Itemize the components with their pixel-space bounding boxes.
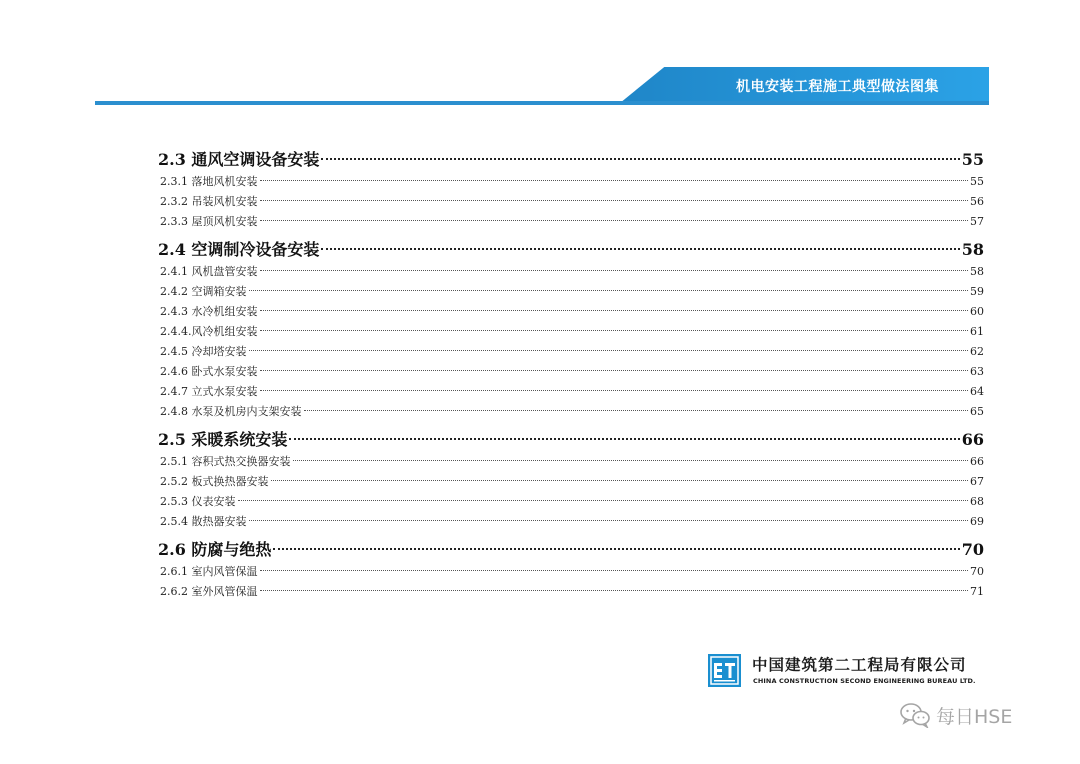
toc-entry[interactable] <box>158 513 984 533</box>
watermark-text: 每日HSE <box>936 705 1013 728</box>
toc-entry[interactable] <box>158 193 984 213</box>
document-title: 机电安装工程施工典型做法图集 <box>736 79 939 95</box>
dot-leader <box>273 548 959 550</box>
toc-entry-label: 2.4.5 冷却塔安装 <box>160 345 247 358</box>
dot-leader <box>260 220 969 221</box>
toc-page-number: 57 <box>970 215 984 228</box>
toc-page-number: 67 <box>970 475 984 488</box>
dot-leader <box>321 158 959 160</box>
toc-page-number: 64 <box>970 385 984 398</box>
toc-entry-label: 2.4.4.风冷机组安装 <box>160 325 258 338</box>
toc-page-number: 65 <box>970 405 984 418</box>
toc-entry[interactable] <box>158 343 984 363</box>
toc-section-label: 2.3 通风空调设备安装 <box>158 150 320 169</box>
toc-section-2-3[interactable] <box>158 147 984 173</box>
toc-entry[interactable] <box>158 173 984 193</box>
dot-leader <box>289 438 959 440</box>
toc-entry-label: 2.4.8 水泵及机房内支架安装 <box>160 405 302 418</box>
toc-entry-label: 2.5.1 容积式热交换器安装 <box>160 455 291 468</box>
toc-page-number: 63 <box>970 365 984 378</box>
toc-entry[interactable] <box>158 363 984 383</box>
toc-entry-label: 2.4.1 风机盘管安装 <box>160 265 258 278</box>
toc-page-number: 71 <box>970 585 984 598</box>
dot-leader <box>260 180 969 181</box>
toc-page-number: 58 <box>970 265 984 278</box>
dot-leader <box>260 200 969 201</box>
toc-entry-label: 2.6.2 室外风管保温 <box>160 585 258 598</box>
toc-entry[interactable] <box>158 323 984 343</box>
toc-entry-label: 2.5.4 散热器安装 <box>160 515 247 528</box>
toc-entry-label: 2.3.1 落地风机安装 <box>160 175 258 188</box>
table-of-contents <box>158 143 984 603</box>
toc-entry-label: 2.5.3 仪表安装 <box>160 495 236 508</box>
toc-page-number: 70 <box>970 565 984 578</box>
toc-entry[interactable] <box>158 263 984 283</box>
toc-page-number: 58 <box>961 240 984 259</box>
toc-entry-label: 2.4.7 立式水泵安装 <box>160 385 258 398</box>
toc-section-label: 2.4 空调制冷设备安装 <box>158 240 320 259</box>
toc-entry-label: 2.4.2 空调箱安装 <box>160 285 247 298</box>
toc-section-label: 2.5 采暖系统安装 <box>158 430 288 449</box>
toc-page-number: 66 <box>970 455 984 468</box>
toc-page-number: 66 <box>961 430 984 449</box>
toc-entry[interactable] <box>158 493 984 513</box>
dot-leader <box>260 570 969 571</box>
company-name-cn: 中国建筑第二工程局有限公司 <box>752 656 967 674</box>
dot-leader <box>260 590 969 591</box>
toc-entry-label: 2.5.2 板式换热器安装 <box>160 475 269 488</box>
company-name-en: CHINA CONSTRUCTION SECOND ENGINEERING BUREAU LTD. <box>753 677 976 685</box>
toc-entry-label: 2.4.3 水冷机组安装 <box>160 305 258 318</box>
toc-entry[interactable] <box>158 403 984 423</box>
toc-page-number: 62 <box>970 345 984 358</box>
wechat-icon <box>900 702 930 728</box>
toc-entry-label: 2.3.3 屋顶风机安装 <box>160 215 258 228</box>
toc-entry[interactable] <box>158 213 984 233</box>
toc-entry[interactable] <box>158 383 984 403</box>
header-rule <box>95 101 989 105</box>
dot-leader <box>260 390 969 391</box>
dot-leader <box>260 370 969 371</box>
dot-leader <box>304 410 969 411</box>
dot-leader <box>321 248 959 250</box>
toc-page-number: 59 <box>970 285 984 298</box>
watermark <box>900 702 1012 728</box>
toc-entry[interactable] <box>158 583 984 603</box>
dot-leader <box>249 520 969 521</box>
toc-section-label: 2.6 防腐与绝热 <box>158 540 272 559</box>
toc-page-number: 60 <box>970 305 984 318</box>
toc-entry-label: 2.3.2 吊装风机安装 <box>160 195 258 208</box>
toc-page-number: 61 <box>970 325 984 338</box>
toc-page-number: 55 <box>970 175 984 188</box>
dot-leader <box>249 290 969 291</box>
toc-entry[interactable] <box>158 473 984 493</box>
toc-entry[interactable] <box>158 453 984 473</box>
toc-section-2-5[interactable] <box>158 427 984 453</box>
dot-leader <box>293 460 969 461</box>
dot-leader <box>260 270 969 271</box>
cscec-logo-icon <box>708 654 741 687</box>
toc-entry[interactable] <box>158 563 984 583</box>
dot-leader <box>271 480 969 481</box>
toc-section-2-6[interactable] <box>158 537 984 563</box>
toc-entry-label: 2.4.6 卧式水泵安装 <box>160 365 258 378</box>
toc-entry-label: 2.6.1 室内风管保温 <box>160 565 258 578</box>
toc-entry[interactable] <box>158 283 984 303</box>
dot-leader <box>249 350 969 351</box>
toc-page-number: 55 <box>961 150 984 169</box>
dot-leader <box>238 500 969 501</box>
toc-page-number: 69 <box>970 515 984 528</box>
toc-page-number: 68 <box>970 495 984 508</box>
toc-page-number: 56 <box>970 195 984 208</box>
dot-leader <box>260 310 969 311</box>
toc-section-2-4[interactable] <box>158 237 984 263</box>
toc-page-number: 70 <box>961 540 984 559</box>
toc-entry[interactable] <box>158 303 984 323</box>
dot-leader <box>260 330 969 331</box>
